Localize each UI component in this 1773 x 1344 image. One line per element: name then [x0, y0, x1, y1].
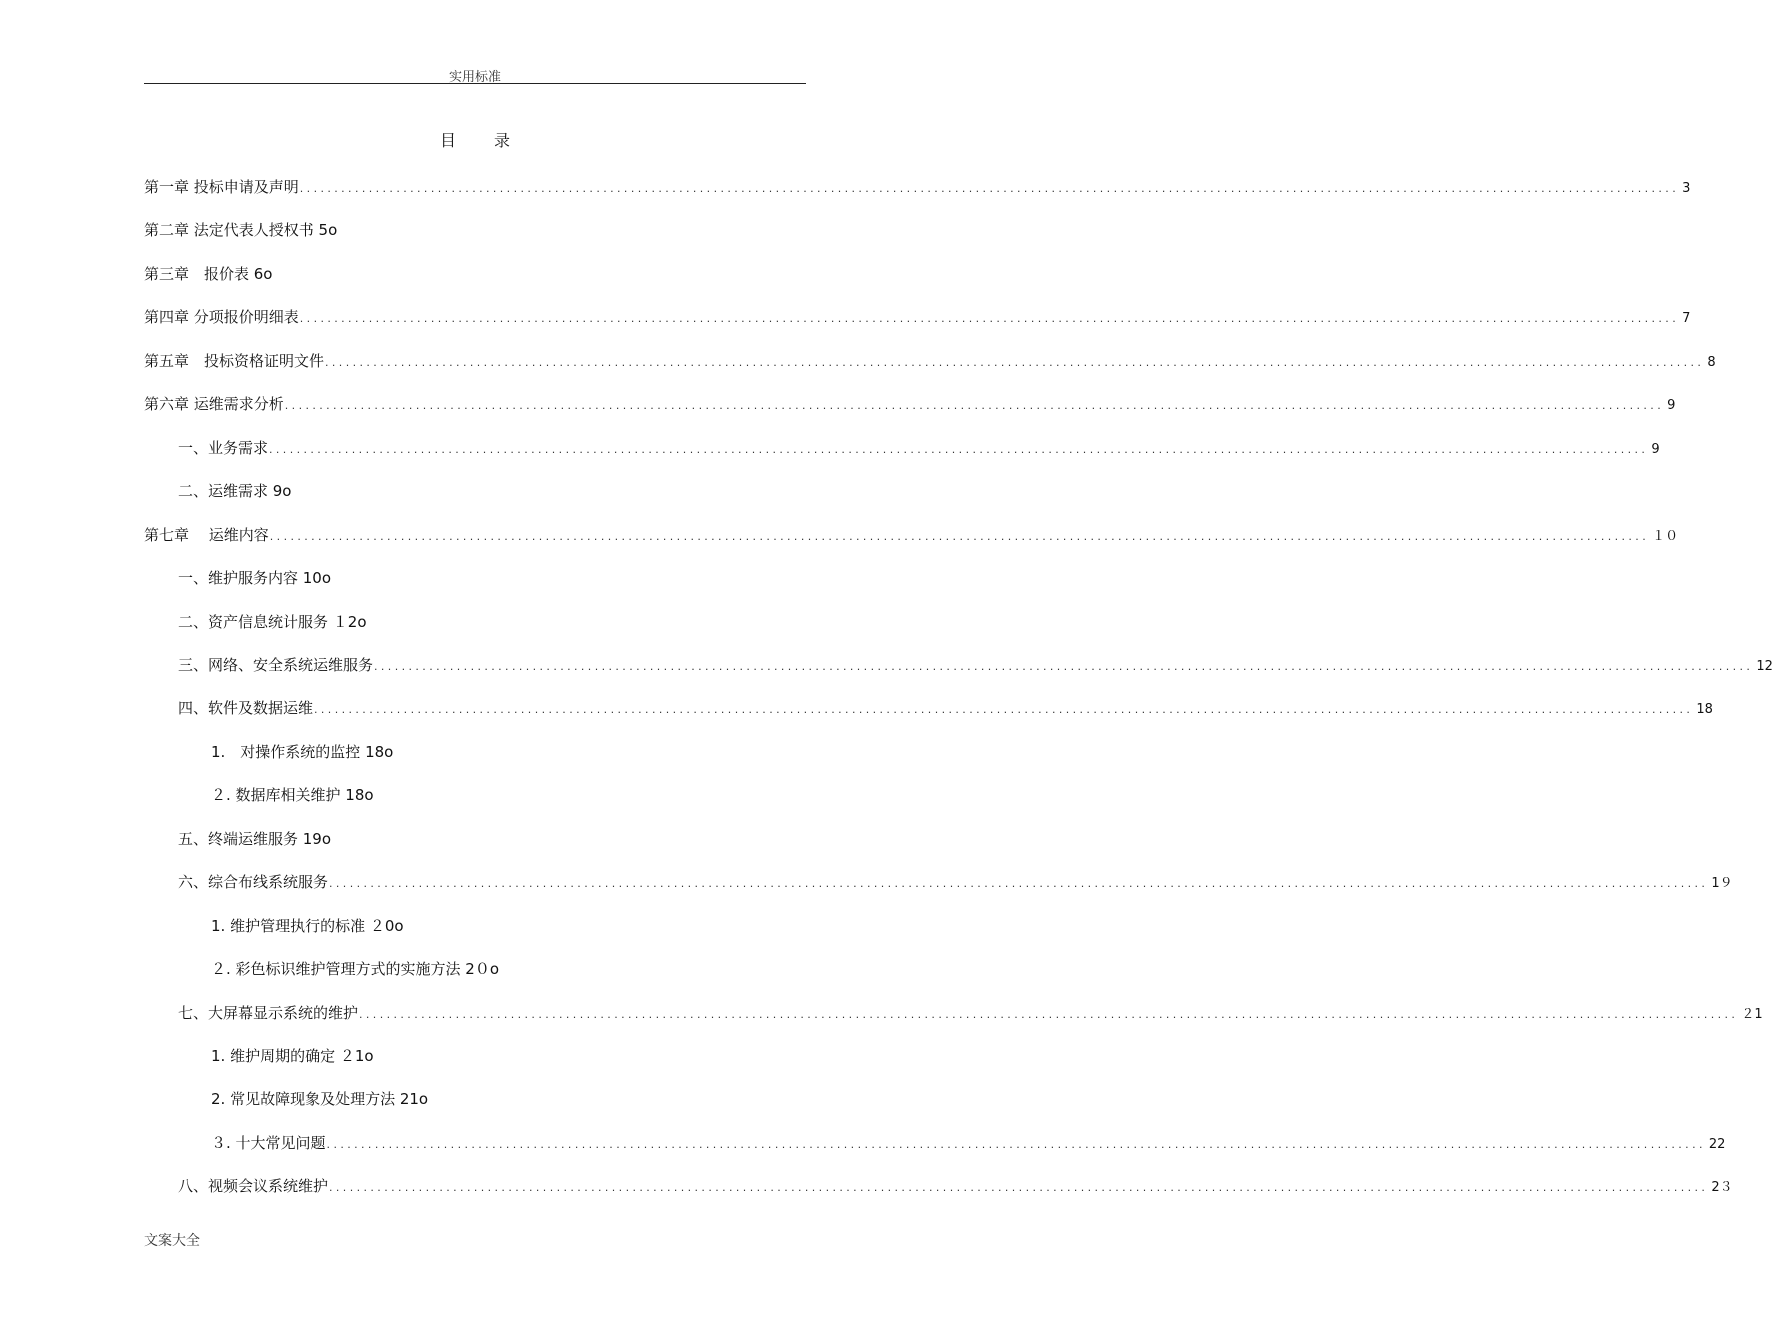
toc-entry-label: 2. 常见故障现象及处理方法 21o	[211, 1090, 429, 1108]
toc-dot-leader: ........................................................................................................................................................................................................	[269, 530, 1650, 543]
toc-entry-label: 八、视频会议系统维护	[178, 1177, 329, 1195]
toc-entry-label: 第四章 分项报价明细表	[144, 308, 299, 326]
toc-entry-label: 三、网络、安全系统运维服务	[178, 656, 374, 674]
toc-entry-label: 一、维护服务内容 10o	[178, 569, 332, 587]
toc-dot-leader: ........................................................................................................................................................................................................	[326, 1138, 1706, 1151]
toc-entry[interactable]	[144, 306, 1691, 328]
toc-dot-leader: ........................................................................................................................................................................................................	[299, 182, 1680, 195]
toc-entry[interactable]	[211, 1132, 1726, 1154]
toc-entry[interactable]	[178, 871, 1733, 893]
toc-entry-label: 第二章 法定代表人授权书 5o	[144, 221, 338, 239]
toc-entry-label: ２. 彩色标识维护管理方式的实施方法 2０o	[211, 960, 500, 978]
toc-entry[interactable]	[178, 697, 1713, 719]
toc-entry[interactable]	[144, 263, 806, 285]
toc-entry-page: 18	[1696, 702, 1713, 717]
header-rule	[144, 83, 806, 84]
header-text: 实用标准	[448, 70, 501, 85]
toc-entry-page: 2３	[1711, 1180, 1733, 1195]
toc-entry-label: 1. 维护周期的确定 ２1o	[211, 1047, 374, 1065]
toc-entry[interactable]	[211, 915, 806, 937]
toc-dot-leader: ........................................................................................................................................................................................................	[329, 1181, 1709, 1194]
toc-dot-leader: ........................................................................................................................................................................................................	[374, 660, 1754, 673]
toc-entry[interactable]	[178, 567, 806, 589]
toc-entry-label: 二、运维需求 9o	[178, 482, 292, 500]
toc-entry-label: 五、终端运维服务 19o	[178, 830, 332, 848]
toc-entry[interactable]	[178, 828, 806, 850]
toc-entry-label: 第一章 投标申请及声明	[144, 178, 299, 196]
toc-entry-page: 3	[1682, 181, 1691, 196]
toc-entry[interactable]	[144, 176, 1691, 198]
toc-entry[interactable]	[144, 393, 1676, 415]
toc-entry[interactable]	[178, 654, 1773, 676]
toc-dot-leader: ........................................................................................................................................................................................................	[325, 356, 1705, 369]
toc-entry-label: 二、资产信息统计服务 １2o	[178, 613, 367, 631]
toc-entry-page: 22	[1708, 1137, 1726, 1152]
toc-entry[interactable]	[211, 1045, 806, 1067]
toc-dot-leader: ........................................................................................................................................................................................................	[314, 703, 1694, 716]
toc-entry[interactable]	[211, 784, 806, 806]
toc-entry-label: 六、综合布线系统服务	[178, 873, 329, 891]
toc-entry[interactable]	[178, 1002, 1763, 1024]
toc-entry-label: 七、大屏幕显示系统的维护	[178, 1004, 359, 1022]
footer-text: 文案大全	[144, 1233, 200, 1249]
toc-title: 目录	[439, 131, 548, 150]
toc-entry[interactable]	[144, 219, 806, 241]
toc-entry[interactable]	[178, 437, 1660, 459]
toc-entry-label: 四、软件及数据运维	[178, 699, 314, 717]
toc-entry[interactable]	[211, 1088, 806, 1110]
toc-entry[interactable]	[144, 350, 1716, 372]
toc-entry-label: 1. 对操作系统的监控 18o	[211, 743, 394, 761]
toc-entry-label: 一、业务需求	[178, 439, 269, 457]
toc-entry-page: 8	[1707, 355, 1716, 370]
toc-entry-label: ２. 数据库相关维护 18o	[211, 786, 374, 804]
toc-entry-label: 第七章 运维内容	[144, 526, 269, 544]
toc-entry[interactable]	[178, 611, 806, 633]
toc-entry-page: 12	[1756, 659, 1773, 674]
toc-entry-label: ３. 十大常见问题	[211, 1134, 326, 1152]
toc-entry[interactable]	[211, 958, 806, 980]
toc-dot-leader: ........................................................................................................................................................................................................	[359, 1008, 1739, 1021]
toc-dot-leader: ........................................................................................................................................................................................................	[329, 877, 1709, 890]
toc-entry-label: 第六章 运维需求分析	[144, 395, 284, 413]
toc-entry-page: 1９	[1711, 876, 1733, 891]
toc-dot-leader: ........................................................................................................................................................................................................	[299, 312, 1680, 325]
toc-entry-label: 第五章 投标资格证明文件	[144, 352, 325, 370]
toc-entry-page: 9	[1651, 442, 1660, 457]
toc-entry-page: ２1	[1741, 1007, 1763, 1022]
toc-entry[interactable]	[178, 480, 806, 502]
toc-entry[interactable]	[211, 741, 806, 763]
toc-entry[interactable]	[178, 1175, 1733, 1197]
toc-dot-leader: ........................................................................................................................................................................................................	[269, 443, 1649, 456]
toc-entry-page: 9	[1667, 398, 1676, 413]
toc-dot-leader: ........................................................................................................................................................................................................	[284, 399, 1665, 412]
toc-entry[interactable]	[144, 524, 1679, 546]
toc-entry-label: 1. 维护管理执行的标准 ２0o	[211, 917, 404, 935]
toc-entry-page: 7	[1682, 311, 1691, 326]
toc-entry-label: 第三章 报价表 6o	[144, 265, 273, 283]
toc-entry-page: １０	[1652, 529, 1679, 544]
